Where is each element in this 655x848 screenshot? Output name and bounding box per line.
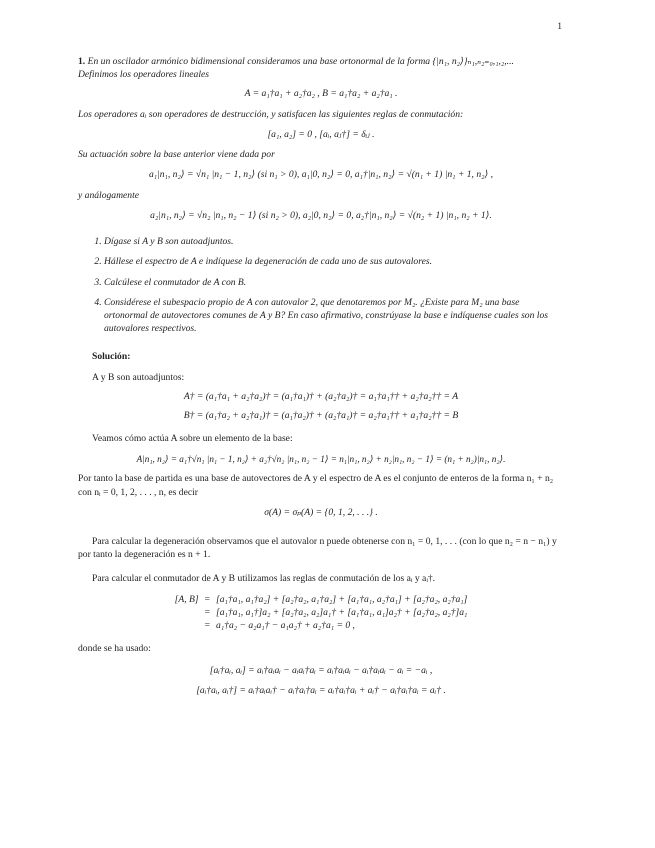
- commutator-derivation: [172, 593, 471, 633]
- page-number: 1: [557, 21, 562, 32]
- analogous-text: y análogamente: [78, 189, 140, 201]
- equation-used-2: [aᵢ†aᵢ, aᵢ†] = aᵢ†aᵢaᵢ† − aᵢ†aᵢ†aᵢ = aᵢ†aᵢ†aᵢ + aᵢ† − aᵢ†aᵢ†aᵢ = aᵢ† .: [196, 684, 446, 696]
- problem-intro: [78, 55, 564, 68]
- derivation-lhs: [A, B]: [174, 593, 199, 605]
- equation-spectrum: σ(A) = σₚ(A) = {0, 1, 2, . . .} .: [264, 506, 378, 518]
- question-item: 2. Hállese el espectro de A e indíquese la degeneración de cada uno de sus autovalores.: [104, 255, 564, 268]
- solution-heading: Solución:: [92, 350, 131, 362]
- derivation-rhs: [a₁†a₁, a₁†]a₂ + [a₂†a₂, a₂]a₁† + [a₁†a₁, a₁]a₂† + [a₂†a₂, a₂†]a₁: [216, 607, 468, 619]
- equation-operator-definitions: A = a₁†a₁ + a₂†a₂ , B = a₁†a₂ + a₂†a₁ .: [244, 88, 398, 100]
- derivation-equals: =: [204, 593, 211, 605]
- problem-intro-text: En un oscilador armónico bidimensional consideramos una base ortonormal de la forma {|n₁, n₂⟩}ₙ₁,ₙ₂₌₀,₁,₂,...: [87, 56, 514, 67]
- equation-action-A: A|n₁, n₂⟩ = a₁†√n₁ |n₁ − 1, n₂⟩ + a₂†√n₂ |n₁, n₂ − 1⟩ = n₁|n₁, n₂⟩ + n₂|n₁, n₂ − 1⟩ = (n₁ + n₂)|n₁, n₂⟩.: [136, 453, 506, 464]
- question-list: [78, 235, 564, 335]
- document-body: [78, 55, 564, 697]
- problem-number: 1.: [78, 56, 86, 67]
- derivation-line: [172, 606, 471, 619]
- degeneracy-text: Para calcular la degeneración observamos que el autovalor n puede obtenerse con n₁ = 0, 1, . . . (con lo que n₂ = n − n₁) y por tanto la degeneración es n + 1.: [78, 536, 557, 561]
- derivation-equals: =: [204, 607, 211, 619]
- derivation-lhs: [172, 619, 202, 632]
- equation-adjoint-a: A† = (a₁†a₁ + a₂†a₂)† = (a₁†a₁)† + (a₂†a₂)† = a₁†a₁†† + a₂†a₂†† = A: [183, 390, 459, 402]
- action-text: Su actuación sobre la base anterior viene dada por: [78, 149, 275, 161]
- commutator-text: Para calcular el conmutador de A y B utilizamos las reglas de conmutación de los aᵢ y aᵢ†.: [92, 572, 436, 584]
- question-item: 4. Considérese el subespacio propio de A con autovalor 2, que denotaremos por M₂. ¿Existe para M₂ una base ortonormal de autovectores comunes de A y B? En caso afirmativo, constrúyase la base e indíquense cuales son los autovalores respectivos.: [104, 296, 564, 336]
- equation-action-a1: a₁|n₁, n₂⟩ = √n₁ |n₁ − 1, n₂⟩ (si n₁ > 0), a₁|0, n₂⟩ = 0, a₁†|n₁, n₂⟩ = √(n₁ + 1) |n₁ + 1, n₂⟩ ,: [148, 169, 494, 181]
- equation-action-a2: a₂|n₁, n₂⟩ = √n₂ |n₁, n₂ − 1⟩ (si n₂ > 0), a₂|0, n₂⟩ = 0, a₂†|n₁, n₂⟩ = √(n₂ + 1) |n₁, n₂ + 1⟩.: [150, 209, 492, 221]
- destruction-text: Los operadores aᵢ son operadores de destrucción, y satisfacen las siguientes reglas de conmutación:: [78, 108, 464, 120]
- derivation-line: [172, 593, 471, 606]
- equation-adjoint-b: B† = (a₁†a₂ + a₂†a₁)† = (a₁†a₂)† + (a₂†a₁)† = a₂†a₁†† + a₁†a₂†† = B: [183, 410, 459, 422]
- derivation-line: [172, 619, 471, 632]
- derivation-equals: =: [204, 620, 211, 632]
- spectrum-text: Por tanto la base de partida es una base de autovectores de A y el espectro de A es el conjunto de enteros de la forma n₁ + n₂ con nᵢ = 0, 1, 2, . . . , n, es decir: [78, 473, 554, 498]
- derivation-lhs: [172, 606, 202, 619]
- question-item: 1. Dígase si A y B son autoadjuntos.: [104, 235, 564, 248]
- used-text: donde se ha usado:: [78, 643, 151, 655]
- equation-commutation: [a₁, a₂] = 0 , [aᵢ, aⱼ†] = δᵢⱼ .: [267, 128, 375, 140]
- derivation-rhs: a₁†a₂ − a₂a₁† − a₁a₂† + a₂†a₁ = 0 ,: [216, 620, 355, 632]
- definitions-text: Definimos los operadores lineales: [78, 69, 210, 81]
- derivation-rhs: [a₁†a₁, a₁†a₂] + [a₂†a₂, a₁†a₂] + [a₁†a₁, a₂†a₁] + [a₂†a₂, a₂†a₁]: [216, 593, 468, 605]
- selfadjoint-text: A y B son autoadjuntos:: [92, 371, 185, 383]
- veamos-text: Veamos cómo actúa A sobre un elemento de la base:: [92, 433, 293, 445]
- equation-used-1: [aᵢ†aᵢ, aᵢ] = aᵢ†aᵢaᵢ − aᵢaᵢ†aᵢ = aᵢ†aᵢaᵢ − aᵢ†aᵢaᵢ − aᵢ = −aᵢ ,: [209, 664, 433, 676]
- question-item: 3. Calcúlese el conmutador de A con B.: [104, 276, 564, 289]
